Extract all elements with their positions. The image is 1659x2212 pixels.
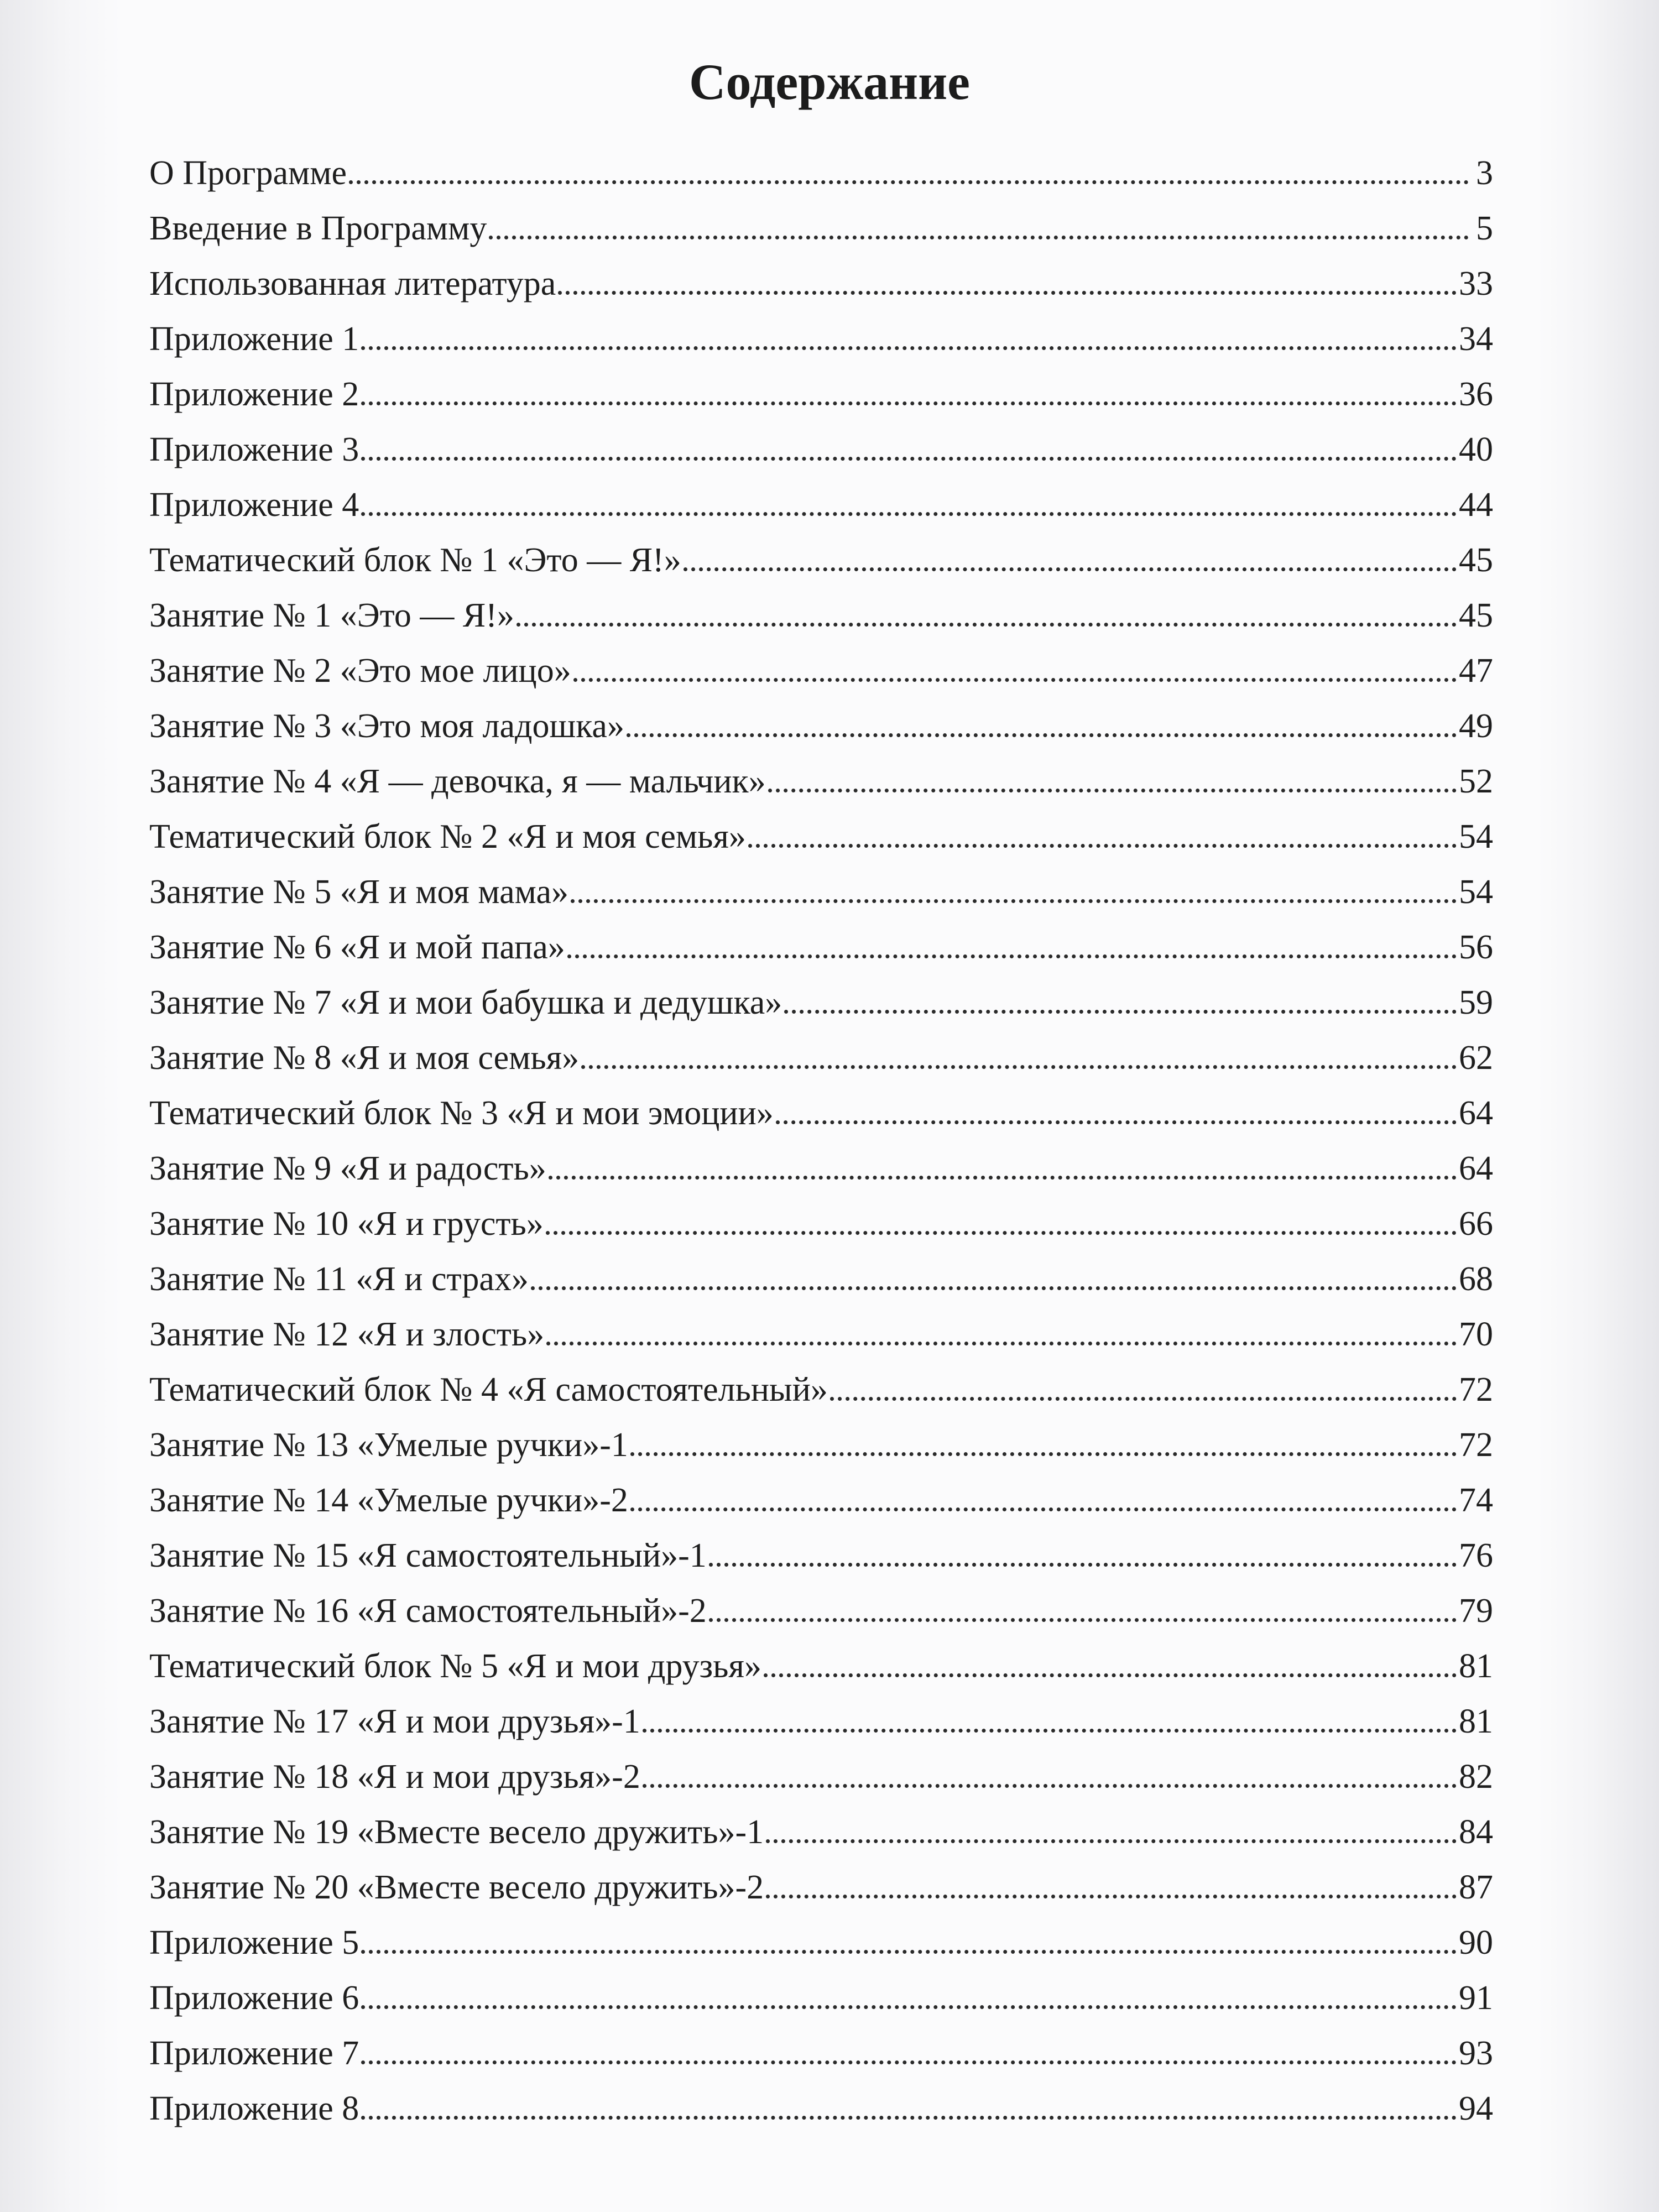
toc-entry-page-number: 49 xyxy=(1459,707,1493,745)
toc-entry-page-number: 47 xyxy=(1459,652,1493,690)
toc-entry-page-number: 45 xyxy=(1459,541,1493,579)
toc-entry-page-number: 52 xyxy=(1459,763,1493,800)
dot-leader xyxy=(643,1729,1457,1733)
dot-leader xyxy=(573,678,1457,682)
toc-entry xyxy=(149,928,1493,983)
dot-leader xyxy=(361,2005,1457,2009)
toc-entry-page-number: 94 xyxy=(1459,2090,1493,2127)
toc-entry xyxy=(149,1592,1493,1647)
toc-entry xyxy=(149,2089,1493,2145)
dot-leader xyxy=(361,346,1457,350)
toc-entry-label: Занятие № 13 «Умелые ручки»-1 xyxy=(149,1426,628,1464)
toc-entry-page-number: 64 xyxy=(1459,1094,1493,1132)
toc-entry-page-number: 34 xyxy=(1459,320,1493,358)
dot-leader xyxy=(581,1065,1457,1069)
dot-leader xyxy=(558,291,1457,295)
dot-leader xyxy=(643,1784,1457,1788)
toc-entry-page-number: 62 xyxy=(1459,1039,1493,1077)
dot-leader xyxy=(630,1452,1457,1456)
toc-entry-label: Тематический блок № 5 «Я и мои друзья» xyxy=(149,1647,761,1685)
toc-entry xyxy=(149,596,1493,651)
toc-entry-page-number: 70 xyxy=(1459,1316,1493,1353)
page-title: Содержание xyxy=(689,54,970,110)
toc-entry xyxy=(149,651,1493,707)
toc-entry-label: Приложение 5 xyxy=(149,1924,359,1961)
toc-entry-label: Использованная литература xyxy=(149,265,556,302)
dot-leader xyxy=(349,180,1469,184)
toc-entry-page-number: 76 xyxy=(1459,1537,1493,1574)
toc-entry-page-number: 87 xyxy=(1459,1869,1493,1906)
toc-entry xyxy=(149,707,1493,762)
toc-entry-page-number: 74 xyxy=(1459,1481,1493,1519)
toc-entry-label: Занятие № 5 «Я и моя мама» xyxy=(149,873,568,911)
toc-entry xyxy=(149,375,1493,430)
toc-entry-page-number: 3 xyxy=(1476,154,1493,192)
toc-entry-label: Занятие № 8 «Я и моя семья» xyxy=(149,1039,580,1077)
toc-entry xyxy=(149,1039,1493,1094)
toc-entry-label: Приложение 2 xyxy=(149,375,359,413)
dot-leader xyxy=(764,1673,1457,1677)
toc-entry xyxy=(149,1923,1493,1979)
dot-leader xyxy=(776,1120,1457,1124)
dot-leader xyxy=(361,457,1457,461)
toc-entry-page-number: 91 xyxy=(1459,1979,1493,2017)
toc-entry-label: Введение в Программу xyxy=(149,210,487,247)
toc-entry-page-number: 72 xyxy=(1459,1426,1493,1464)
toc-entry-label: О Программе xyxy=(149,154,347,192)
dot-leader xyxy=(748,844,1457,848)
toc-entry xyxy=(149,541,1493,596)
dot-leader xyxy=(768,789,1457,792)
toc-entry-label: Занятие № 7 «Я и мои бабушка и дедушка» xyxy=(149,984,782,1021)
toc-entry xyxy=(149,1149,1493,1204)
toc-entry-label: Занятие № 18 «Я и мои друзья»-2 xyxy=(149,1758,640,1796)
dot-leader xyxy=(361,2060,1457,2064)
toc-entry-page-number: 82 xyxy=(1459,1758,1493,1796)
toc-entry-page-number: 59 xyxy=(1459,984,1493,1021)
dot-leader xyxy=(567,954,1457,958)
dot-leader xyxy=(766,1839,1457,1843)
toc-entry-label: Приложение 1 xyxy=(149,320,359,358)
toc-entry-label: Занятие № 2 «Это мое лицо» xyxy=(149,652,571,690)
toc-entry xyxy=(149,209,1493,264)
toc-entry-label: Занятие № 19 «Вместе весело дружить»-1 xyxy=(149,1813,764,1851)
toc-entry-label: Занятие № 11 «Я и страх» xyxy=(149,1260,529,1298)
toc-entry-page-number: 68 xyxy=(1459,1260,1493,1298)
toc-entry xyxy=(149,486,1493,541)
toc-entry xyxy=(149,817,1493,873)
toc-entry xyxy=(149,1757,1493,1813)
toc-entry xyxy=(149,1481,1493,1536)
toc-entry xyxy=(149,762,1493,817)
toc-entry-label: Занятие № 9 «Я и радость» xyxy=(149,1150,546,1187)
toc-entry-label: Занятие № 15 «Я самостоятельный»-1 xyxy=(149,1537,707,1574)
toc-entry-page-number: 93 xyxy=(1459,2034,1493,2072)
toc-entry-page-number: 44 xyxy=(1459,486,1493,524)
toc-entry xyxy=(149,1094,1493,1149)
toc-entry-label: Занятие № 20 «Вместе весело дружить»-2 xyxy=(149,1869,764,1906)
toc-entry-page-number: 36 xyxy=(1459,375,1493,413)
toc-entry-page-number: 54 xyxy=(1459,873,1493,911)
toc-entry-label: Тематический блок № 1 «Это — Я!» xyxy=(149,541,681,579)
toc-entry xyxy=(149,1702,1493,1757)
toc-entry xyxy=(149,1647,1493,1702)
dot-leader xyxy=(361,1950,1457,1954)
dot-leader xyxy=(549,1176,1457,1180)
toc-entry-label: Приложение 6 xyxy=(149,1979,359,2017)
toc-entry-page-number: 64 xyxy=(1459,1150,1493,1187)
toc-entry-page-number: 40 xyxy=(1459,431,1493,468)
toc-entry-label: Занятие № 1 «Это — Я!» xyxy=(149,597,514,634)
toc-entry-label: Занятие № 3 «Это моя ладошка» xyxy=(149,707,624,745)
toc-entry xyxy=(149,430,1493,486)
dot-leader xyxy=(709,1563,1457,1567)
toc-entry-page-number: 84 xyxy=(1459,1813,1493,1851)
page-shadow-left xyxy=(0,0,122,2212)
toc-entry xyxy=(149,873,1493,928)
table-of-contents xyxy=(149,154,1493,2145)
dot-leader xyxy=(766,1895,1457,1898)
dot-leader xyxy=(784,1010,1457,1014)
dot-leader xyxy=(531,1286,1457,1290)
toc-entry-page-number: 81 xyxy=(1459,1647,1493,1685)
toc-entry xyxy=(149,1979,1493,2034)
toc-entry xyxy=(149,1204,1493,1260)
toc-entry-page-number: 54 xyxy=(1459,818,1493,855)
toc-entry-page-number: 79 xyxy=(1459,1592,1493,1630)
toc-entry xyxy=(149,1536,1493,1592)
toc-entry-page-number: 81 xyxy=(1459,1703,1493,1740)
toc-entry-label: Тематический блок № 4 «Я самостоятельный» xyxy=(149,1371,828,1408)
dot-leader xyxy=(630,1507,1457,1511)
toc-entry-label: Приложение 8 xyxy=(149,2090,359,2127)
dot-leader xyxy=(489,236,1469,239)
toc-entry xyxy=(149,320,1493,375)
page-shadow-right xyxy=(1537,0,1659,2212)
toc-entry xyxy=(149,1813,1493,1868)
dot-leader xyxy=(684,567,1457,571)
toc-entry xyxy=(149,264,1493,320)
toc-entry xyxy=(149,1868,1493,1923)
toc-entry-label: Приложение 7 xyxy=(149,2034,359,2072)
toc-entry-label: Занятие № 10 «Я и грусть» xyxy=(149,1205,544,1243)
dot-leader xyxy=(571,899,1457,903)
toc-entry-page-number: 66 xyxy=(1459,1205,1493,1243)
toc-entry-label: Тематический блок № 2 «Я и моя семья» xyxy=(149,818,746,855)
toc-entry-label: Приложение 3 xyxy=(149,431,359,468)
toc-entry xyxy=(149,1426,1493,1481)
toc-entry xyxy=(149,1260,1493,1315)
dot-leader xyxy=(361,2116,1457,2120)
dot-leader xyxy=(709,1618,1457,1622)
toc-entry-label: Занятие № 17 «Я и мои друзья»-1 xyxy=(149,1703,640,1740)
toc-entry-label: Занятие № 6 «Я и мой папа» xyxy=(149,928,565,966)
dot-leader xyxy=(361,401,1457,405)
toc-entry-page-number: 56 xyxy=(1459,928,1493,966)
dot-leader xyxy=(546,1342,1457,1345)
toc-entry-label: Занятие № 14 «Умелые ручки»-2 xyxy=(149,1481,628,1519)
toc-entry-label: Занятие № 4 «Я — девочка, я — мальчик» xyxy=(149,763,766,800)
dot-leader xyxy=(546,1231,1457,1235)
dot-leader xyxy=(517,623,1457,627)
toc-entry-label: Тематический блок № 3 «Я и мои эмоции» xyxy=(149,1094,774,1132)
toc-entry xyxy=(149,154,1493,209)
toc-entry xyxy=(149,1370,1493,1426)
toc-entry-page-number: 45 xyxy=(1459,597,1493,634)
dot-leader xyxy=(830,1397,1457,1401)
toc-entry-label: Приложение 4 xyxy=(149,486,359,524)
toc-entry-page-number: 5 xyxy=(1476,210,1493,247)
toc-entry xyxy=(149,2034,1493,2089)
toc-entry-page-number: 72 xyxy=(1459,1371,1493,1408)
toc-entry xyxy=(149,983,1493,1039)
toc-entry-label: Занятие № 16 «Я самостоятельный»-2 xyxy=(149,1592,707,1630)
toc-entry-page-number: 90 xyxy=(1459,1924,1493,1961)
toc-entry-label: Занятие № 12 «Я и злость» xyxy=(149,1316,545,1353)
toc-entry xyxy=(149,1315,1493,1370)
dot-leader xyxy=(361,512,1457,516)
dot-leader xyxy=(627,733,1457,737)
toc-entry-page-number: 33 xyxy=(1459,265,1493,302)
